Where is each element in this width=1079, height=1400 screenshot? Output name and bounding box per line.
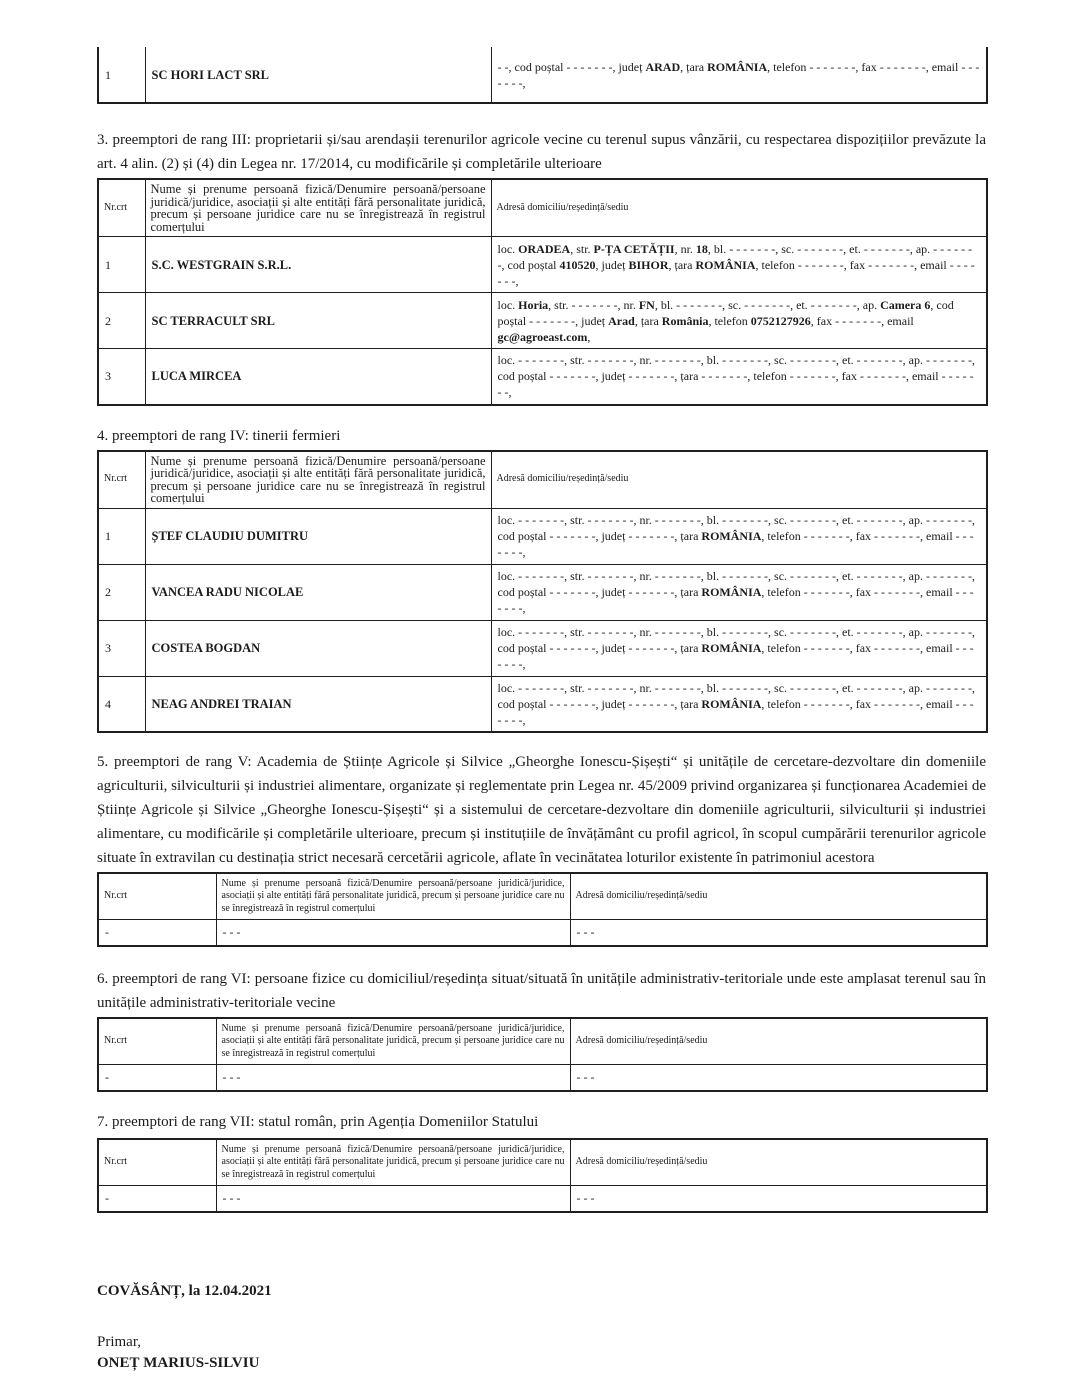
table-row (98, 1185, 987, 1212)
preemptor-address: loc. - - - - - - -, str. - - - - - - -, nr. - - - - - - -, bl. - - - - - - -, sc. - - - - - - -, et. - - - - - - -, ap. - - - - - - -, cod poștal - - - - - - -, județ - - - - - - -, țara ROMÂNIA, telefon - - - - - - -, fax - - - - - - -, email - - - - - - -, (491, 564, 987, 620)
preemptor-name: NEAG ANDREI TRAIAN (145, 676, 491, 732)
table-header-row (98, 1018, 987, 1064)
section-7-heading: 7. preemptori de rang VII: statul român, prin Agenția Domeniilor Statului (97, 1114, 539, 1130)
preemptor-address: loc. Horia, str. - - - - - - -, nr. FN, bl. - - - - - - -, sc. - - - - - - -, et. - - - - - - -, ap. Camera 6, cod poștal - - - - - - -, județ Arad, țara România, telefon 0752127926, fax - - - - - - -, email gc@agroeast.com, (491, 293, 987, 349)
table-row (98, 349, 987, 405)
col-header-address: Adresă domiciliu/reședință/sediu (570, 1018, 987, 1064)
row-number: 3 (98, 349, 145, 405)
section-4-heading: 4. preemptori de rang IV: tinerii fermieri (97, 427, 341, 444)
table-row (98, 47, 987, 103)
preemptor-name: COSTEA BOGDAN (145, 620, 491, 676)
preemptor-name: - - - (216, 1064, 570, 1091)
preemptor-address: - - - (570, 1064, 987, 1091)
row-number: - (98, 919, 216, 946)
rank3-table (97, 178, 988, 406)
preemptor-address: - -, cod poștal - - - - - - -, județ ARAD, țara ROMÂNIA, telefon - - - - - - -, fax - - - - - - -, email - - - - - - -, (491, 47, 987, 103)
row-number: 2 (98, 564, 145, 620)
table-row (98, 919, 987, 946)
row-number: 1 (98, 47, 145, 103)
table-header-row (98, 451, 987, 509)
row-number: 1 (98, 508, 145, 564)
rank7-table (97, 1138, 988, 1213)
col-header-nr: Nr.crt (98, 873, 216, 919)
rank6-table (97, 1017, 988, 1092)
preemptor-address: loc. ORADEA, str. P-ȚA CETĂȚII, nr. 18, bl. - - - - - - -, sc. - - - - - - -, et. - - - - - - -, ap. - - - - - - -, cod poștal 410520, județ BIHOR, țara ROMÂNIA, telefon - - - - - - -, fax - - - - - - -, email - - - - - - -, (491, 237, 987, 293)
row-number: 2 (98, 293, 145, 349)
col-header-address: Adresă domiciliu/reședință/sediu (570, 873, 987, 919)
section-6-heading: 6. preemptori de rang VI: persoane fizice cu domiciliul/reședința situat/situată în unitățile administrativ-teritoriale unde este amplasat terenul sau în unitățile administrativ-teritoriale vecine (97, 971, 986, 1011)
col-header-name: Nume și prenume persoană fizică/Denumire persoană/persoane juridică/juridice, asociații și alte entități fără personalitate juridică, precum și persoane juridice care nu se înregistrează în registrul comerțului (216, 1018, 570, 1064)
preemptor-address: - - - (570, 919, 987, 946)
row-number: 4 (98, 676, 145, 732)
signer-title: Primar, (97, 1334, 141, 1350)
col-header-nr: Nr.crt (98, 1139, 216, 1185)
col-header-address: Adresă domiciliu/reședință/sediu (491, 451, 987, 509)
row-number: - (98, 1185, 216, 1212)
preemptor-name: ȘTEF CLAUDIU DUMITRU (145, 508, 491, 564)
table-row (98, 620, 987, 676)
preemptor-address: loc. - - - - - - -, str. - - - - - - -, nr. - - - - - - -, bl. - - - - - - -, sc. - - - - - - -, et. - - - - - - -, ap. - - - - - - -, cod poștal - - - - - - -, județ - - - - - - -, țara ROMÂNIA, telefon - - - - - - -, fax - - - - - - -, email - - - - - - -, (491, 620, 987, 676)
rank4-table (97, 450, 988, 734)
preemptor-name: - - - (216, 919, 570, 946)
col-header-name: Nume și prenume persoană fizică/Denumire persoană/persoane juridică/juridice, asociații și alte entități fără personalitate juridică, precum și persoane juridice care nu se înregistrează în registrul comerțului (216, 1139, 570, 1185)
place-and-date: COVĂSÂNȚ, la 12.04.2021 (97, 1283, 272, 1299)
section-3-heading: 3. preemptori de rang III: proprietarii și/sau arendașii terenurilor agricole vecine cu terenul supus vânzării, cu respectarea dispozițiilor prevăzute la art. 4 alin. (2) și (4) din Legea nr. 17/2014, cu modificările și completările ulterioare (97, 132, 986, 172)
preemptor-name: SC HORI LACT SRL (145, 47, 491, 103)
preemptor-address: loc. - - - - - - -, str. - - - - - - -, nr. - - - - - - -, bl. - - - - - - -, sc. - - - - - - -, et. - - - - - - -, ap. - - - - - - -, cod poștal - - - - - - -, județ - - - - - - -, țara - - - - - - -, telefon - - - - - - -, fax - - - - - - -, email - - - - - - -, (491, 349, 987, 405)
rank2-table-continuation (97, 47, 988, 104)
row-number: - (98, 1064, 216, 1091)
signer-name: ONEȚ MARIUS-SILVIU (97, 1355, 260, 1371)
preemptor-name: VANCEA RADU NICOLAE (145, 564, 491, 620)
section-5-heading: 5. preemptori de rang V: Academia de Științe Agricole și Silvice „Gheorghe Ionescu-Șișești“ și unitățile de cercetare-dezvoltare din domeniile agriculturii, silviculturii și industriei alimentare, organizate și reglementate prin Legea nr. 45/2009 privind organizarea și funcționarea Academiei de Științe Agricole și Silvice „Gheorghe Ionescu-Șișești“ și a sistemului de cercetare-dezvoltare din domeniile agriculturii, silviculturii și industriei alimentare, cu modificările și completările ulterioare, precum și instituțiile de învățământ cu profil agricol, în scopul cumpărării terenurilor agricole situate în extravilan cu destinația strict necesară cercetării agricole, aflate în vecinătatea loturilor existente în patrimoniul acestora (97, 754, 986, 866)
preemptor-address: - - - (570, 1185, 987, 1212)
col-header-address: Adresă domiciliu/reședință/sediu (570, 1139, 987, 1185)
col-header-name: Nume și prenume persoană fizică/Denumire persoană/persoane juridică/juridice, asociații și alte entități fără personalitate juridică, precum și persoane juridice care nu se înregistrează în registrul comerțului (216, 873, 570, 919)
table-row (98, 676, 987, 732)
col-header-name: Nume și prenume persoană fizică/Denumire persoană/persoane juridică/juridice, asociații și alte entități fără personalitate juridică, precum și persoane juridice care nu se înregistrează în registrul comerțului (145, 451, 491, 509)
table-row (98, 237, 987, 293)
col-header-address: Adresă domiciliu/reședință/sediu (491, 179, 987, 237)
table-row (98, 293, 987, 349)
preemptor-address: loc. - - - - - - -, str. - - - - - - -, nr. - - - - - - -, bl. - - - - - - -, sc. - - - - - - -, et. - - - - - - -, ap. - - - - - - -, cod poștal - - - - - - -, județ - - - - - - -, țara ROMÂNIA, telefon - - - - - - -, fax - - - - - - -, email - - - - - - -, (491, 508, 987, 564)
table-row (98, 564, 987, 620)
table-header-row (98, 873, 987, 919)
col-header-nr: Nr.crt (98, 1018, 216, 1064)
table-row (98, 508, 987, 564)
table-row (98, 1064, 987, 1091)
col-header-nr: Nr.crt (98, 179, 145, 237)
preemptor-name: - - - (216, 1185, 570, 1212)
rank5-table (97, 872, 988, 947)
preemptor-address: loc. - - - - - - -, str. - - - - - - -, nr. - - - - - - -, bl. - - - - - - -, sc. - - - - - - -, et. - - - - - - -, ap. - - - - - - -, cod poștal - - - - - - -, județ - - - - - - -, țara ROMÂNIA, telefon - - - - - - -, fax - - - - - - -, email - - - - - - -, (491, 676, 987, 732)
preemptor-name: LUCA MIRCEA (145, 349, 491, 405)
table-header-row (98, 1139, 987, 1185)
preemptor-name: S.C. WESTGRAIN S.R.L. (145, 237, 491, 293)
col-header-nr: Nr.crt (98, 451, 145, 509)
document-content (97, 0, 986, 1372)
row-number: 1 (98, 237, 145, 293)
row-number: 3 (98, 620, 145, 676)
table-header-row (98, 179, 987, 237)
preemptor-name: SC TERRACULT SRL (145, 293, 491, 349)
col-header-name: Nume și prenume persoană fizică/Denumire persoană/persoane juridică/juridice, asociații și alte entități fără personalitate juridică, precum și persoane juridice care nu se înregistrează în registrul comerțului (145, 179, 491, 237)
